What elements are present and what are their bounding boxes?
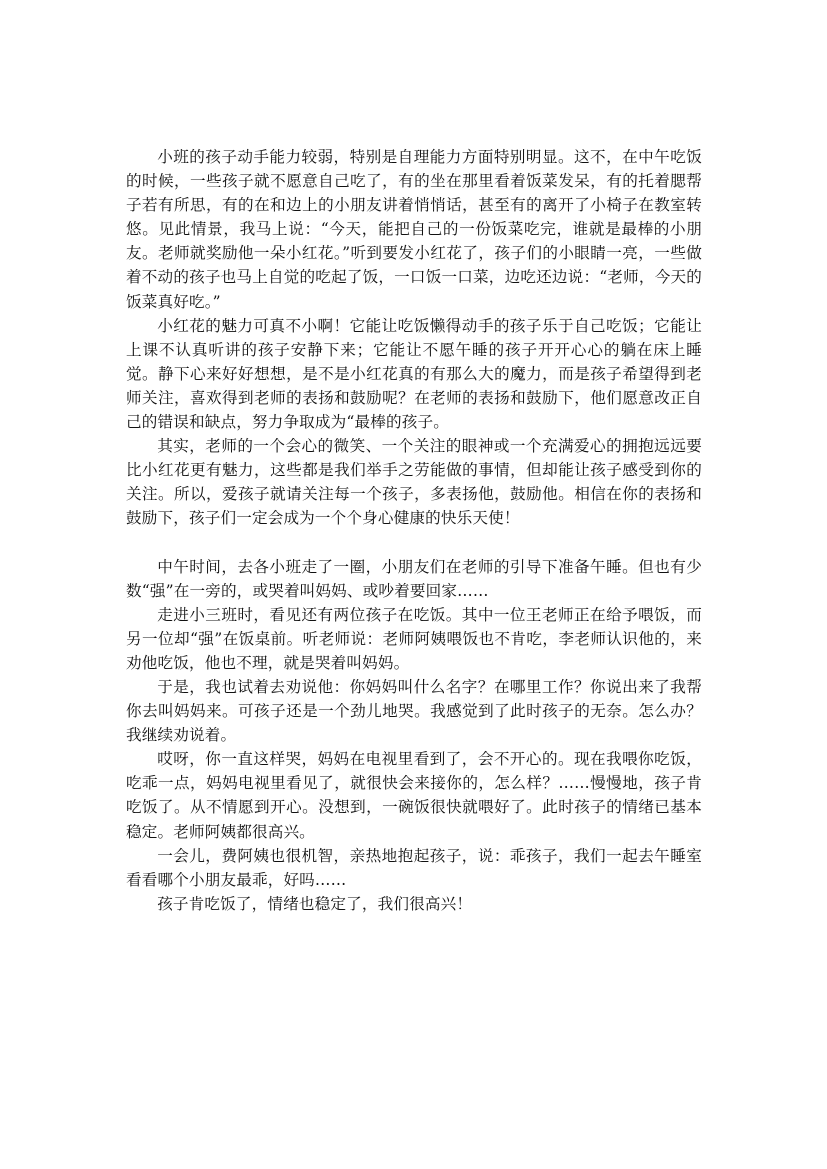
paragraph: 走进小三班时，看见还有两位孩子在吃饭。其中一位王老师正在给予喂饭，而另一位却“强”在饭桌前。听老师说：老师阿姨喂饭也不肯吃，李老师认识他的，来劝他吃饭，他也不理，就是哭着叫妈妈。 [126,605,702,672]
paragraph: 一会儿，费阿姨也很机智，亲热地抱起孩子，说：乖孩子，我们一起去午睡室看看哪个小朋友最乖，好吗…… [126,846,702,889]
paragraph: 哎呀，你一直这样哭，妈妈在电视里看到了，会不开心的。现在我喂你吃饭，吃乖一点，妈妈电视里看见了，就很快会来接你的，怎么样？……慢慢地，孩子肯吃饭了。从不情愿到开心。没想到，一碗饭很快就喂好了。此时孩子的情绪已基本稳定。老师阿姨都很高兴。 [126,750,702,841]
section-gap [126,531,702,555]
paragraph: 孩子肯吃饭了，情绪也稳定了，我们很高兴！ [157,894,473,913]
document-body [126,145,702,916]
paragraph: 小红花的魅力可真不小啊！它能让吃饭懒得动手的孩子乐于自己吃饭；它能让上课不认真听讲的孩子安静下来；它能让不愿午睡的孩子开开心心的躺在床上睡觉。静下心来好好想想，是不是小红花真的有那么大的魔力，而是孩子希望得到老师关注，喜欢得到老师的表扬和鼓励呢？在老师的表扬和鼓励下，他们愿意改正自己的错误和缺点，努力争取成为“最棒的孩子。 [126,316,702,432]
paragraph: 中午时间，去各小班走了一圈，小朋友们在老师的引导下准备午睡。但也有少数“强”在一旁的，或哭着叫妈妈、或吵着要回家…… [126,557,702,600]
paragraph: 于是，我也试着去劝说他：你妈妈叫什么名字？在哪里工作？你说出来了我帮你去叫妈妈来。可孩子还是一个劲儿地哭。我感觉到了此时孩子的无奈。怎么办？我继续劝说着。 [126,677,702,745]
paragraph: 其实，老师的一个会心的微笑、一个关注的眼神或一个充满爱心的拥抱远远要比小红花更有魅力，这些都是我们举手之劳能做的事情，但却能让孩子感受到你的关注。所以，爱孩子就请关注每一个孩子，多表扬他，鼓励他。相信在你的表扬和鼓励下，孩子们一定会成为一个个身心健康的快乐天使！ [126,437,702,528]
paragraph: 小班的孩子动手能力较弱，特别是自理能力方面特别明显。这不，在中午吃饭的时候，一些孩子就不愿意自己吃了，有的坐在那里看着饭菜发呆，有的托着腮帮子若有所思，有的在和边上的小朋友讲着悄悄话，甚至有的离开了小椅子在教室转悠。见此情景，我马上说：“今天，能把自己的一份饭菜吃完，谁就是最棒的小朋友。老师就奖励他一朵小红花。”听到要发小红花了，孩子们的小眼睛一亮，一些做着不动的孩子也马上自觉的吃起了饭，一口饭一口菜，边吃还边说：“老师，今天的饭菜真好吃。” [126,148,702,311]
